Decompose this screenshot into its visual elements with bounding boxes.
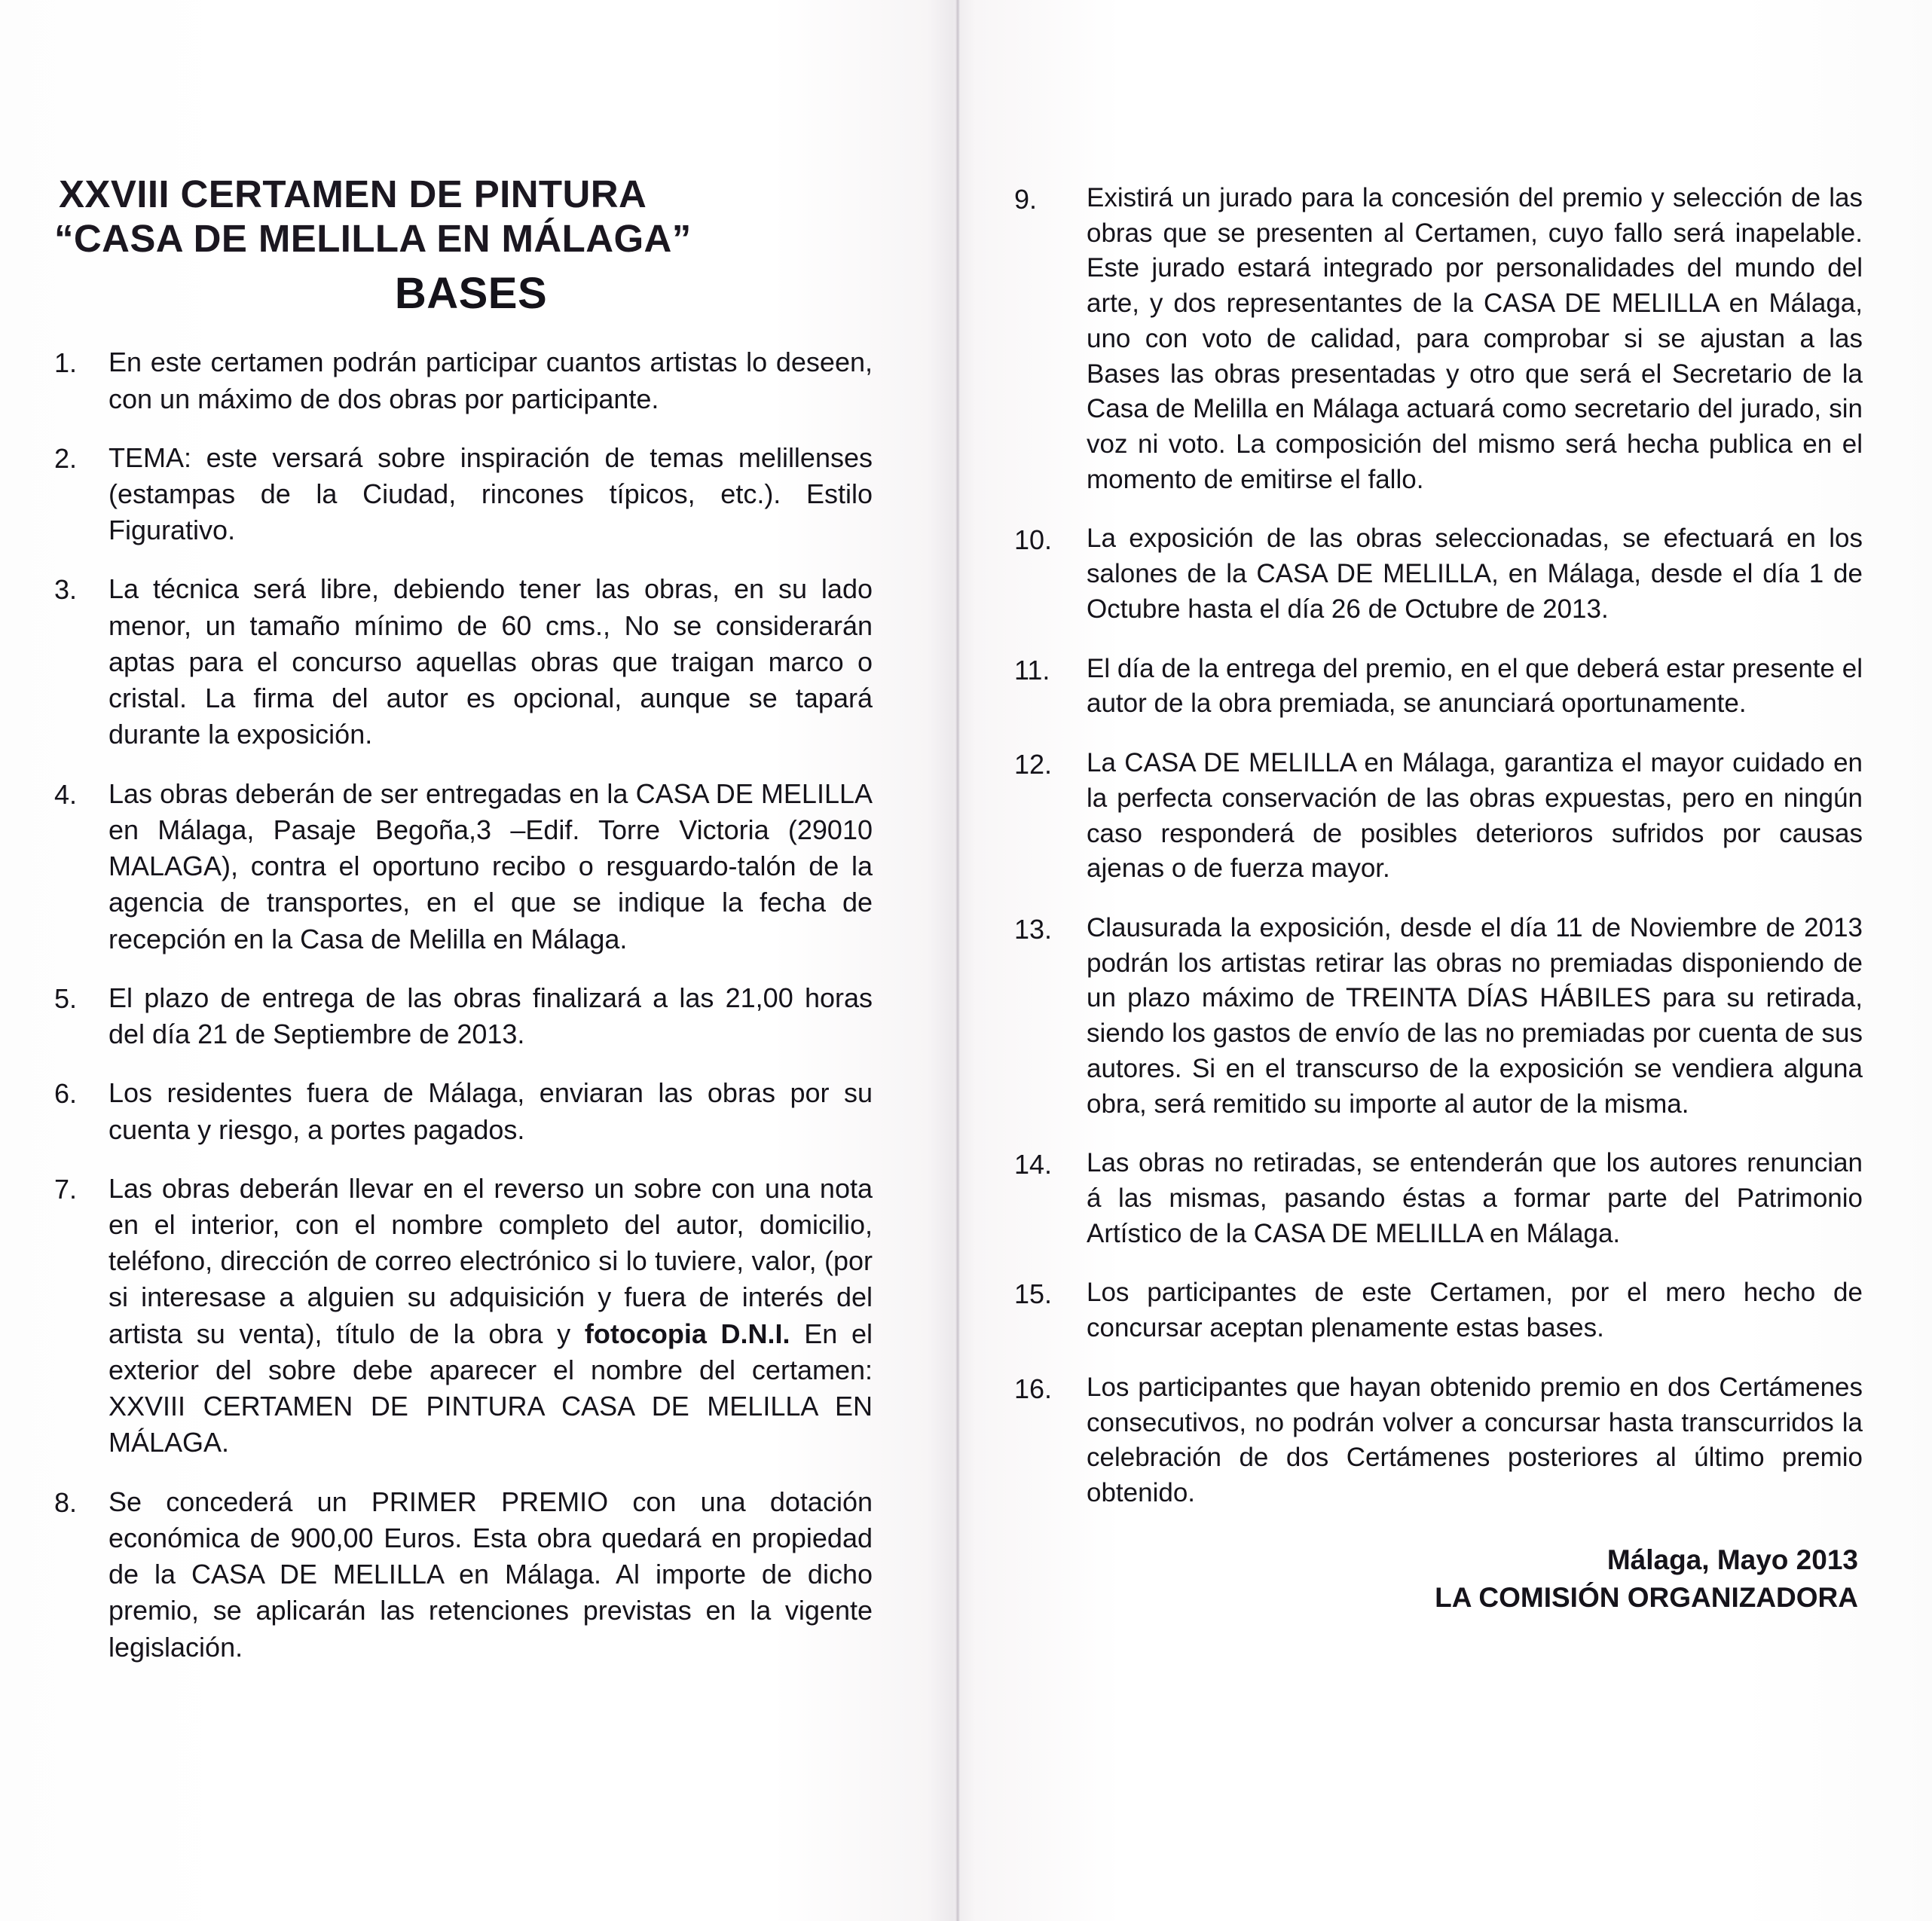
clause-number: 10. [1014, 524, 1053, 556]
clause-text: El día de la entrega del premio, en el que deberá estar presente el autor de la obra premiada, se anunciará oportunamente. [1087, 653, 1863, 719]
clause-number: 2. [54, 442, 78, 474]
clause-item [1014, 521, 1863, 627]
section-heading-bases: BASES [394, 269, 548, 319]
clause-number: 16. [1014, 1373, 1053, 1404]
clause-number: 14. [1014, 1149, 1053, 1180]
clause-number: 11. [1014, 654, 1050, 686]
clause-item [54, 776, 873, 957]
clause-number: 13. [1014, 913, 1053, 945]
clause-number: 6. [54, 1078, 78, 1110]
clause-text: Los participantes de este Certamen, por el mero hecho de concursar aceptan plenamente estas bases. [1087, 1278, 1863, 1343]
clause-number: 9. [1014, 184, 1038, 215]
signature-organization: LA COMISIÓN ORGANIZADORA [1435, 1581, 1858, 1613]
clause-number: 3. [54, 574, 78, 606]
clause-text: La técnica será libre, debiendo tener las obras, en su lado menor, un tamaño mínimo de 60 cms., No se considerarán aptas para el concurso aquellas obras que traigan marco o cristal. La firma del autor es opcional, aunque se tapará durante la exposición. [109, 573, 873, 750]
clause-item [1014, 746, 1863, 887]
right-column [955, 0, 1932, 1921]
clause-item [54, 440, 873, 549]
clause-number: 7. [54, 1173, 78, 1205]
clause-number: 4. [54, 778, 78, 810]
clause-number: 8. [54, 1486, 78, 1518]
left-column [0, 0, 955, 1921]
signature-place-date: Málaga, Mayo 2013 [1606, 1544, 1858, 1575]
title-line-1: XXVIII CERTAMEN DE PINTURA [59, 173, 647, 215]
clause-text: Existirá un jurado para la concesión del premio y selección de las obras que se presenten al Certamen, cuyo fallo será inapelable. Este jurado estará integrado por personalidades del mundo del arte, y dos representantes de la CASA DE MELILLA en Málaga, uno con voto de calidad, para comprobar si se ajustan a las Bases las obras presentadas y otro que será el Secretario de la Casa de Melilla en Málaga actuará como secretario del jurado, sin voz ni voto. La composición del mismo será hecha publica en el momento de emitirse el fallo. [1087, 183, 1863, 494]
clause-text: Los participantes que hayan obtenido premio en dos Certámenes consecutivos, no podrán volver a concursar hasta transcurridos la celebración de dos Certámenes posteriores al último premio obtenido. [1087, 1372, 1863, 1507]
clause-number: 1. [54, 347, 78, 379]
clause-item [54, 1171, 873, 1461]
clause-item [1014, 181, 1863, 497]
clause-item [54, 344, 873, 417]
clause-item [1014, 1275, 1863, 1345]
clause-text: TEMA: este versará sobre inspiración de temas melillenses (estampas de la Ciudad, rincones típicos, etc.). Estilo Figurativo. [109, 441, 873, 546]
clause-item [54, 1484, 873, 1666]
clause-text: La CASA DE MELILLA en Málaga, garantiza el mayor cuidado en la perfecta conservación de las obras expuestas, pero en ningún caso responderá de posibles deterioros sufridos por causas ajenas o de fuerza mayor. [1087, 748, 1863, 884]
clause-item [54, 1075, 873, 1147]
clause-item [1014, 652, 1863, 722]
clause-text: Las obras no retiradas, se entenderán que los autores renuncian á las mismas, pasando éstas a formar parte del Patrimonio Artístico de la CASA DE MELILLA en Málaga. [1087, 1148, 1863, 1248]
clause-number: 15. [1014, 1278, 1053, 1310]
signature-block [1014, 1541, 1863, 1617]
clause-item [1014, 1370, 1863, 1511]
clause-number: 5. [54, 982, 78, 1014]
clause-text: Clausurada la exposición, desde el día 11 de Noviembre de 2013 podrán los artistas retirar las obras no premiadas disponiendo de un plazo máximo de TREINTA DÍAS HÁBILES para su retirada, siendo los gastos de envío de las no premiadas por cuenta de sus autores. Si en el transcurso de la exposición se vendiera alguna obra, será remitido su importe al autor de la misma. [1087, 912, 1863, 1119]
clause-text: Se concederá un PRIMER PREMIO con una dotación económica de 900,00 Euros. Esta obra quedará en propiedad de la CASA DE MELILLA en Málaga. Al importe de dicho premio, se aplicarán las retenciones previstas en la vigente legislación. [109, 1486, 873, 1663]
clause-item [1014, 1146, 1863, 1251]
clause-text: Los residentes fuera de Málaga, enviaran las obras por su cuenta y riesgo, a portes pagados. [109, 1077, 873, 1145]
clause-text: Las obras deberán de ser entregadas en la CASA DE MELILLA en Málaga, Pasaje Begoña,3 –Edif. Torre Victoria (29010 MALAGA), contra el oportuno recibo o resguardo-talón de la agencia de transportes, en el que se indique la fecha de recepción en la Casa de Melilla en Málaga. [109, 777, 873, 954]
title-line-2: “CASA DE MELILLA EN MÁLAGA” [54, 217, 692, 261]
clause-text: El plazo de entrega de las obras finalizará a las 21,00 horas del día 21 de Septiembre de 2013. [109, 982, 873, 1050]
clause-text: La exposición de las obras seleccionadas, se efectuará en los salones de la CASA DE MELILLA, en Málaga, desde el día 1 de Octubre hasta el día 26 de Octubre de 2013. [1087, 524, 1863, 624]
clause-item [54, 571, 873, 753]
clause-number: 12. [1014, 749, 1053, 780]
clause-text: En este certamen podrán participar cuantos artistas lo deseen, con un máximo de dos obras por participante. [109, 347, 873, 414]
clause-item [1014, 911, 1863, 1122]
clause-text: Las obras deberán llevar en el reverso un sobre con una nota en el interior, con el nombre completo del autor, domicilio, teléfono, dirección de correo electrónico si lo tuviere, valor, (por si interesase a alguien su adquisición y fuera de interés del artista su venta), título de la obra y fotocopia D.N.I. En el exterior del sobre debe aparecer el nombre del certamen: XXVIII CERTAMEN DE PINTURA CASA DE MELILLA EN MÁLAGA. [109, 1172, 873, 1458]
document-heading [54, 172, 873, 319]
clause-item [54, 980, 873, 1052]
